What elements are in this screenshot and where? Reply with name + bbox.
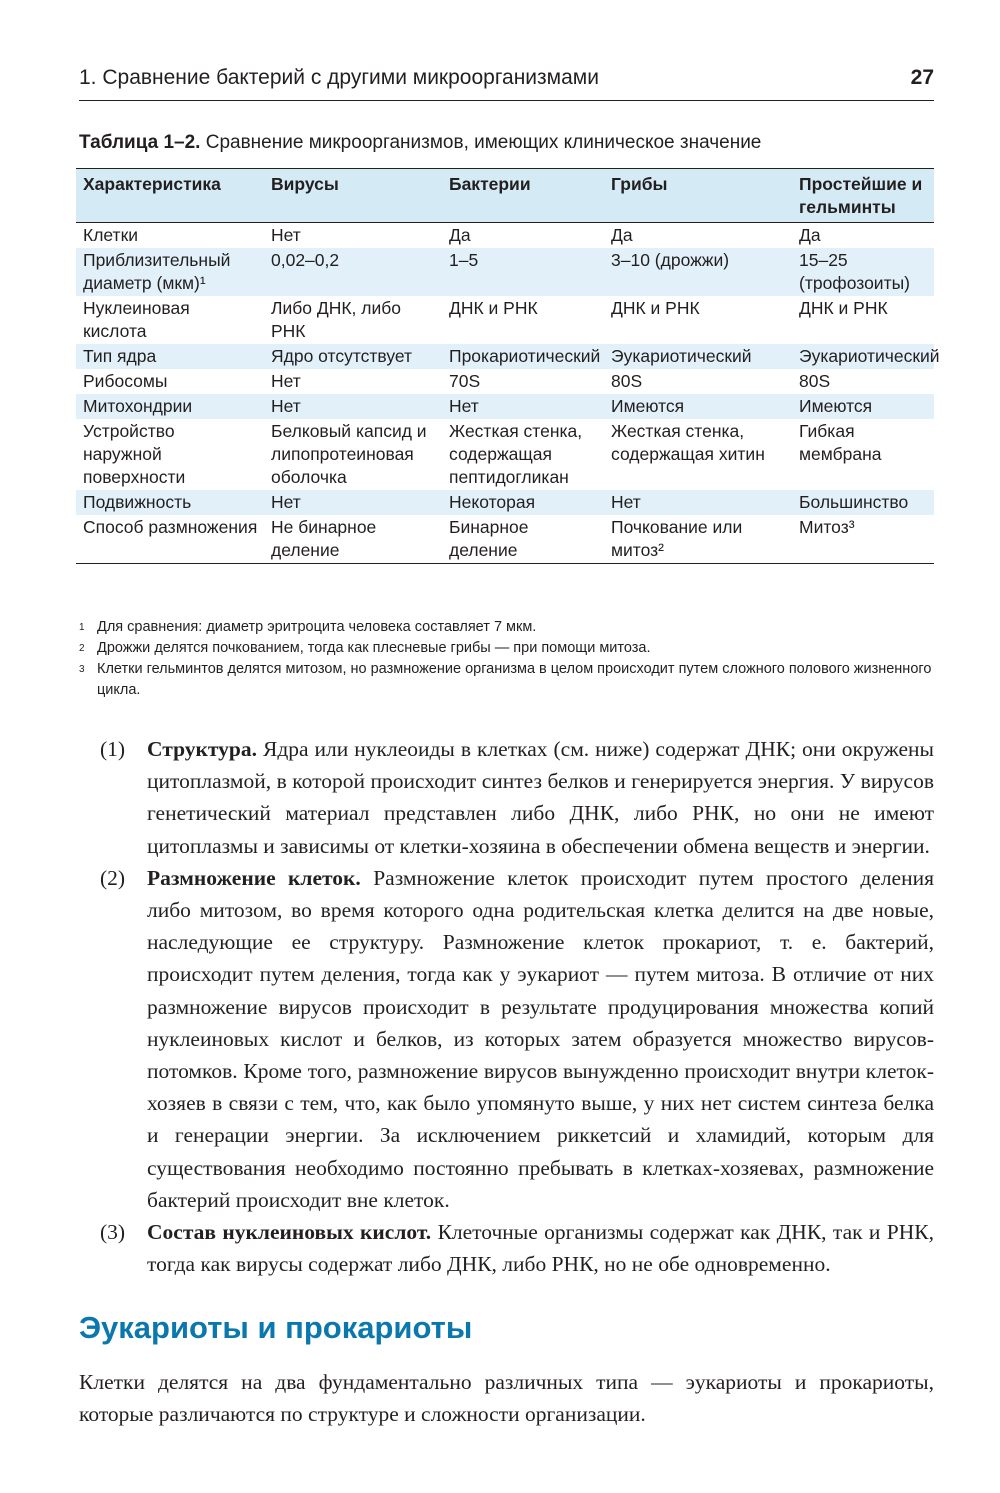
table-row — [76, 296, 934, 344]
page-number: 27 — [910, 66, 934, 89]
table-header-row — [76, 169, 934, 223]
list-item-title: Состав нуклеиновых кислот. — [147, 1220, 432, 1245]
table-cell: Эукариотический — [611, 346, 752, 366]
table-row — [76, 248, 934, 296]
list-number: (1) — [100, 737, 126, 761]
footnote-text: Дрожжи делятся почкованием, тогда как плесневые грибы — при помощи митоза. — [97, 640, 651, 656]
table-row — [76, 223, 934, 249]
list-item — [100, 733, 934, 862]
table-row — [76, 515, 934, 563]
list-item-text: Ядра или нуклеоиды в клетках (см. ниже) содержат ДНК; они окружены цитоплазмой, в которой происходит синтез белков и генерируется энергия. У вирусов генетический материал представлен либо ДНК, либо РНК, но они не имеют цитоплазмы и зависимы от клетки-хозяина в обеспечении обмена веществ и энергии. — [147, 737, 934, 858]
list-item-title: Структура. — [147, 737, 257, 761]
table-cell: Рибосомы — [83, 371, 168, 391]
running-title: 1. Сравнение бактерий с другими микроорганизмами — [79, 66, 599, 89]
table-cell: Нет — [449, 396, 479, 416]
list-item-text: Размножение клеток происходит путем простого деления либо митозом, во время которого одна родительская клетка делится на две новые, наследующие ее структуру. Размножение клеток прокариот, т. е. бактерий, происходит путем деления, тогда как у эукариот — путем митоза. В отличие от них размножение вирусов происходит в результате продуцирования множества копий нуклеиновых кислот и белков, из которых затем образуется множество вирусов-потомков. Кроме того, размножение вирусов вынужденно происходит внутри клеток-хозяев в связи с тем, что, как было упомянуто выше, у них нет систем синтеза белка и генерации энергии. За исключением риккетсий и хламидий, которым для существования необходимо постоянно пребывать в клетках-хозяевах, размножение бактерий происходит вне клеток. — [147, 865, 934, 1212]
list-item-text: Клеточные организмы содержат как ДНК, так и РНК, тогда как вирусы содержат либо ДНК, либо РНК, но не обе одновременно. — [147, 1220, 935, 1277]
table-cell: 1–5 — [449, 250, 479, 270]
table-cell: Нет — [271, 371, 301, 391]
table-cell: Некоторая — [449, 492, 536, 512]
table-row — [76, 369, 934, 394]
footnote-mark: 3 — [79, 664, 85, 675]
table-cell: Приблизительный диаметр (мкм)¹ — [83, 250, 231, 293]
table-cell: Устройство наружной поверхности — [83, 421, 186, 487]
table-cell: Да — [611, 225, 633, 245]
numbered-list — [100, 733, 934, 1280]
table-cell: Жесткая стенка, содержащая хитин — [611, 421, 765, 464]
list-number: (2) — [100, 865, 126, 890]
table-cell: ДНК и РНК — [449, 298, 538, 318]
table-cell: Митоз³ — [799, 517, 855, 537]
table-cell: Нет — [271, 225, 301, 245]
table-footnotes — [79, 617, 939, 701]
comparison-table — [76, 168, 940, 564]
table-cell: ДНК и РНК — [799, 298, 888, 318]
column-header: Бактерии — [449, 174, 531, 194]
table-cell: Эукариотический — [799, 346, 940, 366]
column-header: Грибы — [611, 174, 668, 194]
column-header: Вирусы — [271, 174, 339, 194]
running-header — [79, 66, 934, 101]
table-cell: Да — [449, 225, 471, 245]
table-cell: Большинство — [799, 492, 909, 512]
column-header: Простейшие и гельминты — [799, 174, 923, 217]
table-cell: Подвижность — [83, 492, 192, 512]
table-cell: ДНК и РНК — [611, 298, 700, 318]
table-cell: Жесткая стенка, содержащая пептидогликан — [449, 421, 583, 487]
table-row — [76, 490, 934, 515]
table-caption-text: Сравнение микроорганизмов, имеющих клиническое значение — [205, 132, 762, 153]
table-cell: 15–25 (трофозоиты) — [799, 250, 910, 293]
table-caption — [79, 132, 761, 154]
table-cell: Тип ядра — [83, 346, 157, 366]
table-cell: Белковый капсид и липопротеиновая оболочка — [271, 421, 427, 487]
list-item — [100, 1216, 934, 1280]
footnote — [79, 617, 939, 638]
table-cell: Способ размножения — [83, 517, 258, 537]
table-cell: Нуклеиновая кислота — [83, 298, 190, 341]
table-caption-label: Таблица 1–2. — [79, 132, 201, 153]
table-cell: Имеются — [799, 396, 873, 416]
table-row — [76, 419, 934, 490]
table-cell: Нет — [611, 492, 641, 512]
table-cell: Митохондрии — [83, 396, 193, 416]
footnote — [79, 659, 939, 701]
table-row — [76, 394, 934, 419]
list-number: (3) — [100, 1220, 126, 1245]
table-cell: Почкование или митоз² — [611, 517, 743, 560]
table-cell: 70S — [449, 371, 481, 391]
table-cell: Прокариотический — [449, 346, 601, 366]
footnote — [79, 638, 939, 659]
table-row — [76, 344, 934, 369]
table-cell: Гибкая мембрана — [799, 421, 882, 464]
column-header: Характеристика — [83, 174, 221, 194]
table-cell: 80S — [611, 371, 643, 391]
table-cell: Не бинарное деление — [271, 517, 377, 560]
table-cell: 3–10 (дрожжи) — [611, 250, 730, 270]
list-item — [100, 862, 934, 1216]
section-paragraph: Клетки делятся на два фундаментально различных типа — эукариоты и прокариоты, которые различаются по структуре и сложности организации. — [79, 1370, 934, 1427]
table-cell: Либо ДНК, либо РНК — [271, 298, 402, 341]
footnote-text: Клетки гельминтов делятся митозом, но размножение организма в целом происходит путем сложного полового жизненного цикла. — [97, 661, 932, 698]
footnote-mark: 1 — [79, 622, 85, 633]
footnote-mark: 2 — [79, 643, 85, 654]
table-cell: Имеются — [611, 396, 685, 416]
table-cell: Клетки — [83, 225, 139, 245]
table-cell: 80S — [799, 371, 831, 391]
table-cell: Нет — [271, 492, 301, 512]
footnote-text: Для сравнения: диаметр эритроцита человека составляет 7 мкм. — [97, 619, 537, 635]
table-cell: Нет — [271, 396, 301, 416]
table-cell: Да — [799, 225, 821, 245]
list-item-title: Размножение клеток. — [147, 865, 361, 890]
table-cell: Ядро отсутствует — [271, 346, 413, 366]
table-cell: 0,02–0,2 — [271, 250, 340, 270]
section-heading: Эукариоты и прокариоты — [79, 1310, 473, 1345]
table-cell: Бинарное деление — [449, 517, 529, 560]
